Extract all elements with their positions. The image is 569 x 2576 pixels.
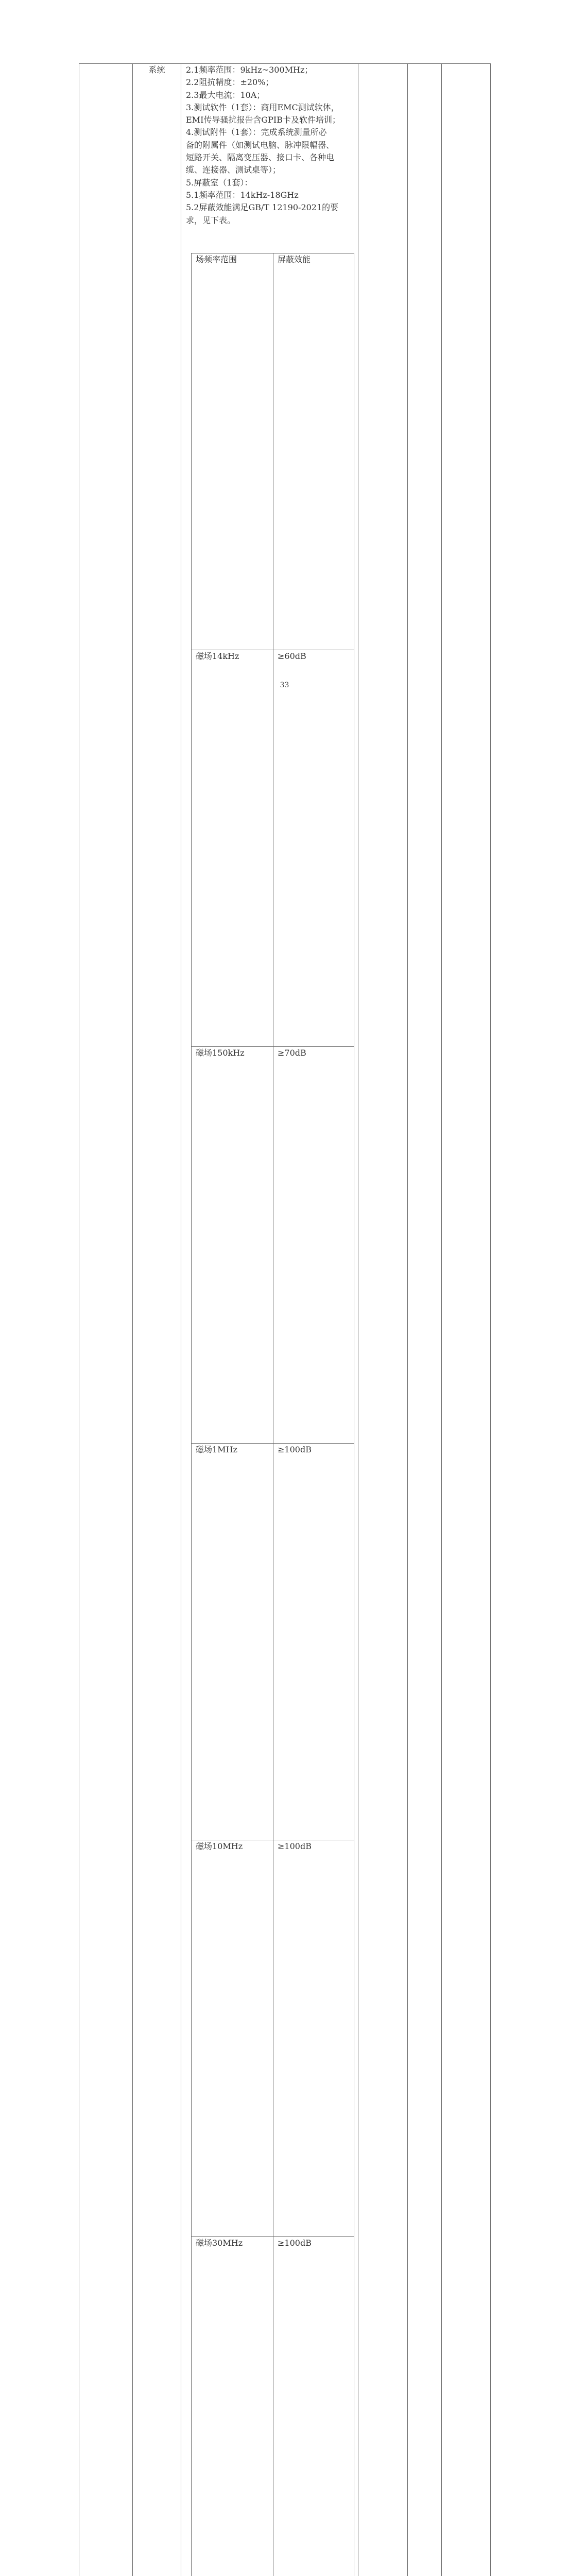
spacer [186, 227, 356, 253]
spec-line: EMI传导骚扰报告含GPIB卡及软件培训； [186, 114, 356, 126]
shielding-header-row [192, 253, 354, 650]
item-name-line: 系统 [135, 64, 179, 76]
shielding-row [192, 1443, 354, 1840]
spec-line: 4.测试附件（1套）：完成系统测量所必 [186, 126, 356, 139]
spec-line: 缆、连接器、测试桌等）； [186, 164, 356, 176]
page-number: 33 [0, 681, 569, 689]
spec-line: 5.1频率范围：14kHz-18GHz [186, 189, 356, 201]
effectiveness-cell: ≥70dB [273, 1046, 354, 1443]
spec-line: 短路开关、隔离变压器、接口卡、各种电 [186, 151, 356, 164]
spec-line: 2.1频率范围：9kHz~300MHz； [186, 64, 356, 76]
header-frequency-range: 场频率范围 [192, 253, 273, 650]
item-spec-cell [181, 64, 358, 2576]
frequency-range-cell: 磁场14kHz [192, 650, 273, 1046]
shielding-effectiveness-table [191, 253, 354, 2576]
spec-line: 备的附属件（如测试电脑、脉冲限幅器、 [186, 139, 356, 151]
shielding-row [192, 1046, 354, 1443]
frequency-range-cell: 磁场150kHz [192, 1046, 273, 1443]
spec-line: 5.2屏蔽效能满足GB/T 12190-2021的要 [186, 201, 356, 214]
table-row-continued [79, 64, 491, 2576]
quantity-cell [358, 64, 408, 2576]
shielding-row [192, 650, 354, 1046]
header-shielding-effectiveness: 屏蔽效能 [273, 253, 354, 650]
effectiveness-cell: ≥60dB [273, 650, 354, 1046]
effectiveness-cell: ≥100dB [273, 1840, 354, 2236]
frequency-range-cell: 磁场1MHz [192, 1443, 273, 1840]
spec-line: 5.屏蔽室（1套）： [186, 177, 356, 189]
unit-cell [408, 64, 442, 2576]
note-cell [442, 64, 491, 2576]
spec-line: 求，见下表。 [186, 214, 356, 227]
spec-line: 2.3最大电流：10A； [186, 89, 356, 101]
effectiveness-cell: ≥100dB [273, 2236, 354, 2576]
item-name-cell [133, 64, 181, 2576]
shielding-row [192, 2236, 354, 2576]
frequency-range-cell: 磁场10MHz [192, 1840, 273, 2236]
spec-line: 3.测试软件（1套）：商用EMC测试软体， [186, 101, 356, 114]
equipment-spec-table [79, 63, 491, 2576]
spec-line: 2.2阻抗精度：±20%； [186, 76, 356, 89]
item-number-cell [79, 64, 133, 2576]
shielding-row [192, 1840, 354, 2236]
frequency-range-cell: 磁场30MHz [192, 2236, 273, 2576]
effectiveness-cell: ≥100dB [273, 1443, 354, 1840]
